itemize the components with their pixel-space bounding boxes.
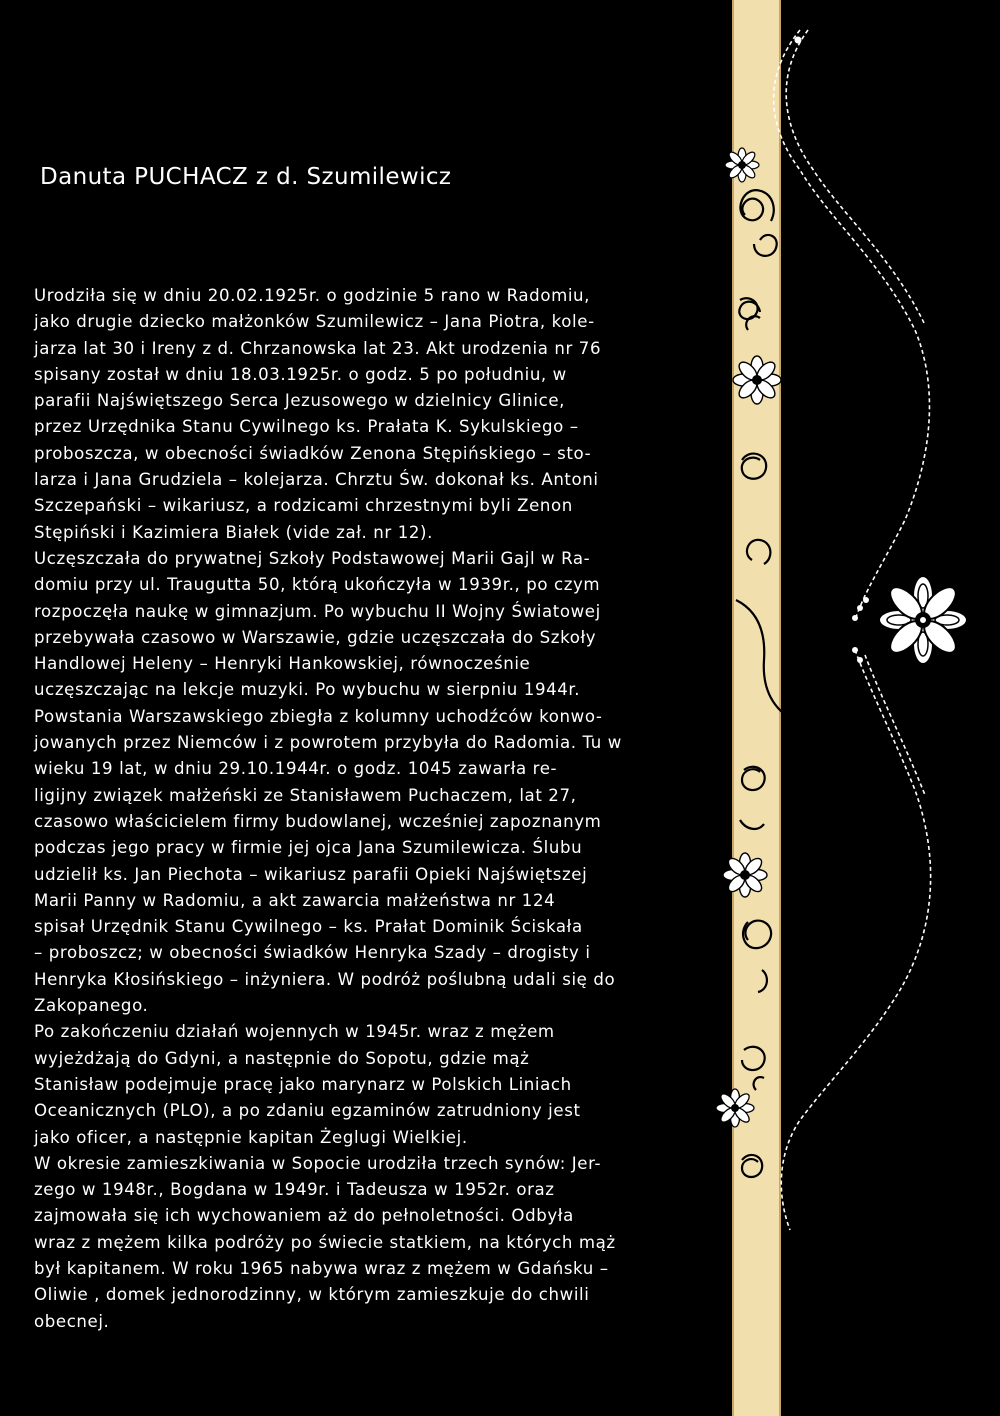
text-line: Stanisław podejmuje pracę jako marynarz w Polskich Liniach <box>34 1074 572 1094</box>
text-line: spisał Urzędnik Stanu Cywilnego – ks. Prałat Dominik Ściskała <box>34 917 583 937</box>
page-title: Danuta PUCHACZ z d. Szumilewicz <box>40 164 452 190</box>
text-line: Stępiński i Kazimiera Białek (vide zał. nr 12). <box>34 522 433 542</box>
text-line: wieku 19 lat, w dniu 29.10.1944r. o godz. 1045 zawarła re- <box>34 759 558 779</box>
text-line: ligijny związek małżeński ze Stanisławem Puchaczem, lat 27, <box>34 785 577 805</box>
text-line: W okresie zamieszkiwania w Sopocie urodziła trzech synów: Jer- <box>34 1153 602 1173</box>
text-line: przebywała czasowo w Warszawie, gdzie uczęszczała do Szkoły <box>34 627 597 647</box>
text-line: wyjeżdżają do Gdyni, a następnie do Sopotu, gdzie mąż <box>34 1048 530 1068</box>
text-line: czasowo właścicielem firmy budowlanej, wcześniej zapoznanym <box>34 811 602 831</box>
text-line: był kapitanem. W roku 1965 nabywa wraz z mężem w Gdańsku – <box>34 1258 609 1278</box>
text-line: zego w 1948r., Bogdana w 1949r. i Tadeusza w 1952r. oraz <box>34 1180 555 1200</box>
flower-icon <box>723 853 767 897</box>
text-line: larza i Jana Grudziela – kolejarza. Chrztu Św. dokonał ks. Antoni <box>34 470 599 490</box>
text-line: Powstania Warszawskiego zbiegła z kolumny uchodźców konwo- <box>34 706 603 726</box>
text-line: domiu przy ul. Traugutta 50, którą ukończyła w 1939r., po czym <box>34 575 601 595</box>
text-line: Urodziła się w dniu 20.02.1925r. o godzinie 5 rano w Radomiu, <box>34 286 591 305</box>
text-line: przez Urzędnika Stanu Cywilnego ks. Prałata K. Sykulskiego – <box>34 417 579 437</box>
text-line: proboszcza, w obecności świadków Zenona Stępińskiego – sto- <box>34 443 592 463</box>
flower-icon <box>716 1089 754 1127</box>
flower-icon <box>733 356 781 404</box>
text-line: parafii Najświętszego Serca Jezusowego w dzielnicy Glinice, <box>34 391 565 411</box>
text-line: Oliwie , domek jednorodzinny, w którym zamieszkuje do chwili <box>34 1285 590 1305</box>
text-line: Oceanicznych (PLO), a po zdaniu egzaminów zatrudniony jest <box>34 1101 581 1121</box>
text-line: Henryka Kłosińskiego – inżyniera. W podróż poślubną udali się do <box>34 969 616 989</box>
text-line: Szczepański – wikariusz, a rodzicami chrzestnymi byli Zenon <box>34 496 573 516</box>
text-line: obecnej. <box>34 1311 110 1331</box>
text-line: Zakopanego. <box>34 996 149 1016</box>
text-line: jako oficer, a następnie kapitan Żeglugi Wielkiej. <box>34 1127 468 1147</box>
biography-text <box>34 283 704 1335</box>
text-line: jarza lat 30 i Ireny z d. Chrzanowska lat 23. Akt urodzenia nr 76 <box>34 338 602 358</box>
text-line: uczęszczając na lekcje muzyki. Po wybuchu w sierpniu 1944r. <box>34 680 581 700</box>
text-line: spisany został w dniu 18.03.1925r. o godz. 5 po południu, w <box>34 364 567 384</box>
text-line: udzielił ks. Jan Piechota – wikariusz parafii Opieki Najświętszej <box>34 864 588 884</box>
text-line: zajmowała się ich wychowaniem aż do pełnoletności. Odbyła <box>34 1206 574 1226</box>
text-line: Po zakończeniu działań wojennych w 1945r. wraz z mężem <box>34 1022 555 1042</box>
flower-icon <box>879 576 967 664</box>
text-line: Uczęszczała do prywatnej Szkoły Podstawowej Marii Gajl w Ra- <box>34 548 591 568</box>
text-line: Marii Panny w Radomiu, a akt zawarcia małżeństwa nr 124 <box>34 890 556 910</box>
text-line: rozpoczęła naukę w gimnazjum. Po wybuchu II Wojny Światowej <box>34 601 601 621</box>
text-line: jowanych przez Niemców i z powrotem przybyła do Radomia. Tu w <box>34 733 622 753</box>
text-line: – proboszcz; w obecności świadków Henryka Szady – drogisty i <box>34 943 591 963</box>
text-line: jako drugie dziecko małżonków Szumilewicz – Jana Piotra, kole- <box>34 312 595 332</box>
text-line: Handlowej Heleny – Henryki Hankowskiej, równocześnie <box>34 654 531 674</box>
text-line: podczas jego pracy w firmie jej ojca Jana Szumilewicza. Ślubu <box>34 838 583 858</box>
text-line: wraz z mężem kilka podróży po świecie statkiem, na których mąż <box>34 1232 616 1252</box>
flower-icon <box>725 148 759 182</box>
decorative-border <box>700 0 1000 1416</box>
